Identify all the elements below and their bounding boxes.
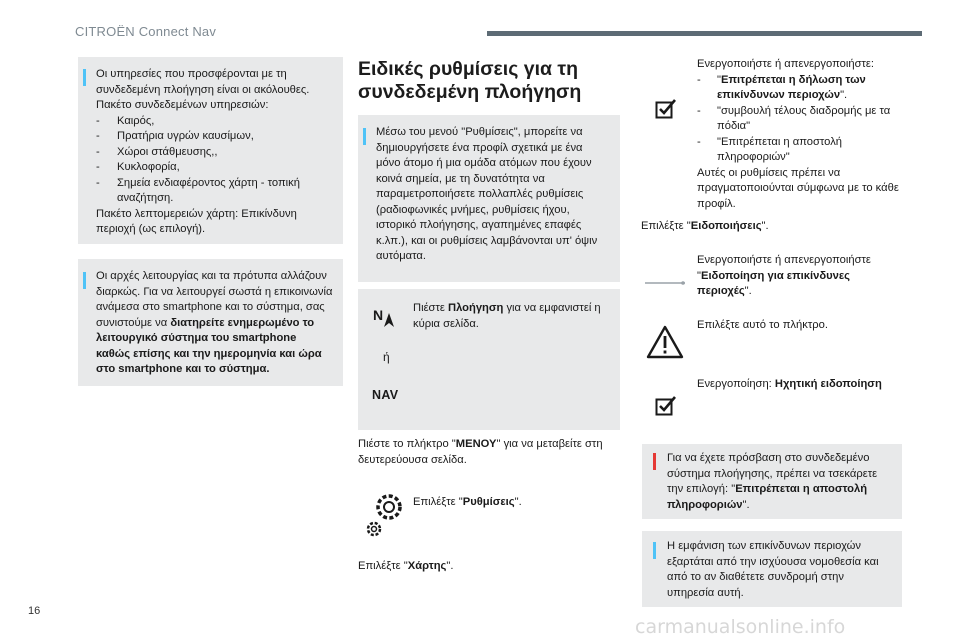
legislation-text: Η εμφάνιση των επικίνδυνων περιοχών εξαρτάται από την ισχύουσα νομοθεσία και από το αν διαθέτετε συνδρομή στην υπηρεσία αυτή. <box>667 540 879 599</box>
list-item: - Πρατήρια υγρών καυσίμων, <box>96 129 333 145</box>
settings-gear-icon <box>365 489 405 539</box>
enable-options-list <box>697 73 909 166</box>
services-info-box <box>78 57 343 244</box>
press-navigation-text: Πιέστε Πλοήγηση για να εμφανιστεί η κύρια σελίδα. <box>413 302 601 330</box>
select-settings-text: Επιλέξτε "Ρυθμίσεις". <box>413 496 522 508</box>
enable-note: Αυτές οι ρυθμίσεις πρέπει να πραγματοποιούνται σύμφωνα με το κάθε προφίλ. <box>697 166 899 210</box>
smartphone-info-box <box>78 259 343 386</box>
smartphone-note-bold: διατηρείτε ενημερωμένο το λειτουργικό σύστημα του smartphone καθώς επίσης και την ημερομηνία και ώρα στο smartphone και το σύστημα. <box>96 316 322 375</box>
services-intro: Οι υπηρεσίες που προσφέρονται με τη συνδεδεμένη πλοήγηση είναι οι ακόλουθες. <box>96 68 310 96</box>
header-rule <box>487 31 922 36</box>
toggle-slider-icon <box>644 277 686 289</box>
services-list <box>96 114 333 207</box>
notification-toggle-text: Ενεργοποιήστε ή απενεργοποιήστε "Ειδοποίηση για επικίνδυνες περιοχές". <box>697 254 871 297</box>
navigation-arrow-icon <box>384 313 394 327</box>
info-marker-icon <box>363 128 366 145</box>
info-marker-icon <box>83 69 86 86</box>
map-pack-text: Πακέτο λεπτομερειών χάρτη: Επικίνδυνη περιοχή (ως επιλογή). <box>96 207 297 235</box>
list-item: - "Επιτρέπεται η δήλωση των επικίνδυνων περιοχών". <box>697 73 909 104</box>
list-item: - "Επιτρέπεται η αποστολή πληροφοριών" <box>697 135 909 166</box>
list-item: - Καιρός, <box>96 114 333 130</box>
list-item: - "συμβουλή τέλους διαδρομής με τα πόδια" <box>697 104 909 135</box>
sound-alert-text: Ενεργοποίηση: Ηχητική ειδοποίηση <box>697 378 882 390</box>
profile-info-text: Μέσω του μενού "Ρυθμίσεις", μπορείτε να δημιουργήσετε ένα προφίλ σχετικά με ένα μόνο άτομο ή μια ομάδα ατόμων που έχουν κοινά σημεία, με τη δυνατότητα να παραμετροποιήσετε πολλαπλές ρυθμίσεις (ραδιοφωνικές μνήμες, ρυθμίσεις ήχου, ιστορικό πλοήγησης, αγαπημένες επαφές κ.λπ.), και οι ρυθμίσεις λαμβάνονται υπ' όψιν αυτόματα. <box>376 126 598 262</box>
enable-options-text <box>697 57 909 212</box>
select-button-text: Επιλέξτε αυτό το πλήκτρο. <box>697 319 828 331</box>
press-menu-text: Πιέστε το πλήκτρο "ΜΕΝΟΥ" για να μεταβείτε στη δευτερεύουσα σελίδα. <box>358 438 603 466</box>
select-notifications-text: Επιλέξτε "Ειδοποιήσεις". <box>641 220 769 232</box>
alert-marker-icon <box>653 453 656 470</box>
nav-n-symbol: N <box>373 307 384 323</box>
section-heading: Ειδικές ρυθμίσεις για τη συνδεδεμένη πλοήγηση <box>358 58 582 103</box>
list-item: - Σημεία ενδιαφέροντος χάρτη - τοπική αναζήτηση. <box>96 176 333 207</box>
page-number: 16 <box>28 605 41 617</box>
alert-warning-box <box>642 444 902 519</box>
warning-triangle-icon <box>646 325 684 359</box>
list-item: - Κυκλοφορία, <box>96 160 333 176</box>
checkbox-checked-icon <box>655 394 677 416</box>
document-header-title: CITROËN Connect Nav <box>75 24 217 39</box>
nav-button-label: NAV <box>372 388 399 402</box>
select-map-text: Επιλέξτε "Χάρτης". <box>358 560 454 572</box>
info-marker-icon <box>83 272 86 289</box>
alert-warning-text: Για να έχετε πρόσβαση στο συνδεδεμένο σύστημα πλοήγησης, πρέπει να τσεκάρετε την επιλογή: "Επιτρέπεται η αποστολή πληροφοριών". <box>667 452 878 511</box>
legislation-info-box <box>642 531 902 607</box>
info-marker-icon <box>653 542 656 559</box>
watermark: carmanualsonline.info <box>635 616 846 638</box>
enable-title: Ενεργοποιήστε ή απενεργοποιήστε: <box>697 58 874 70</box>
profile-info-box <box>358 115 620 282</box>
services-pack-title: Πακέτο συνδεδεμένων υπηρεσιών: <box>96 99 269 111</box>
smartphone-note: Οι αρχές λειτουργίας και τα πρότυπα αλλάζουν διαρκώς. Για να λειτουργεί σωστά η επικοινωνία ανάμεσα στο smartphone και το σύστημα, σας συνιστούμε να διατηρείτε ενημερωμένο το λειτουργικό σύστημα του smartphone καθώς επίσης και την ημερομηνία και ώρα στο smartphone και το σύστημα. <box>96 270 333 375</box>
checkbox-checked-icon <box>655 97 677 119</box>
list-item: - Χώροι στάθμευσης,, <box>96 145 333 161</box>
nav-or-text: ή <box>383 350 390 364</box>
